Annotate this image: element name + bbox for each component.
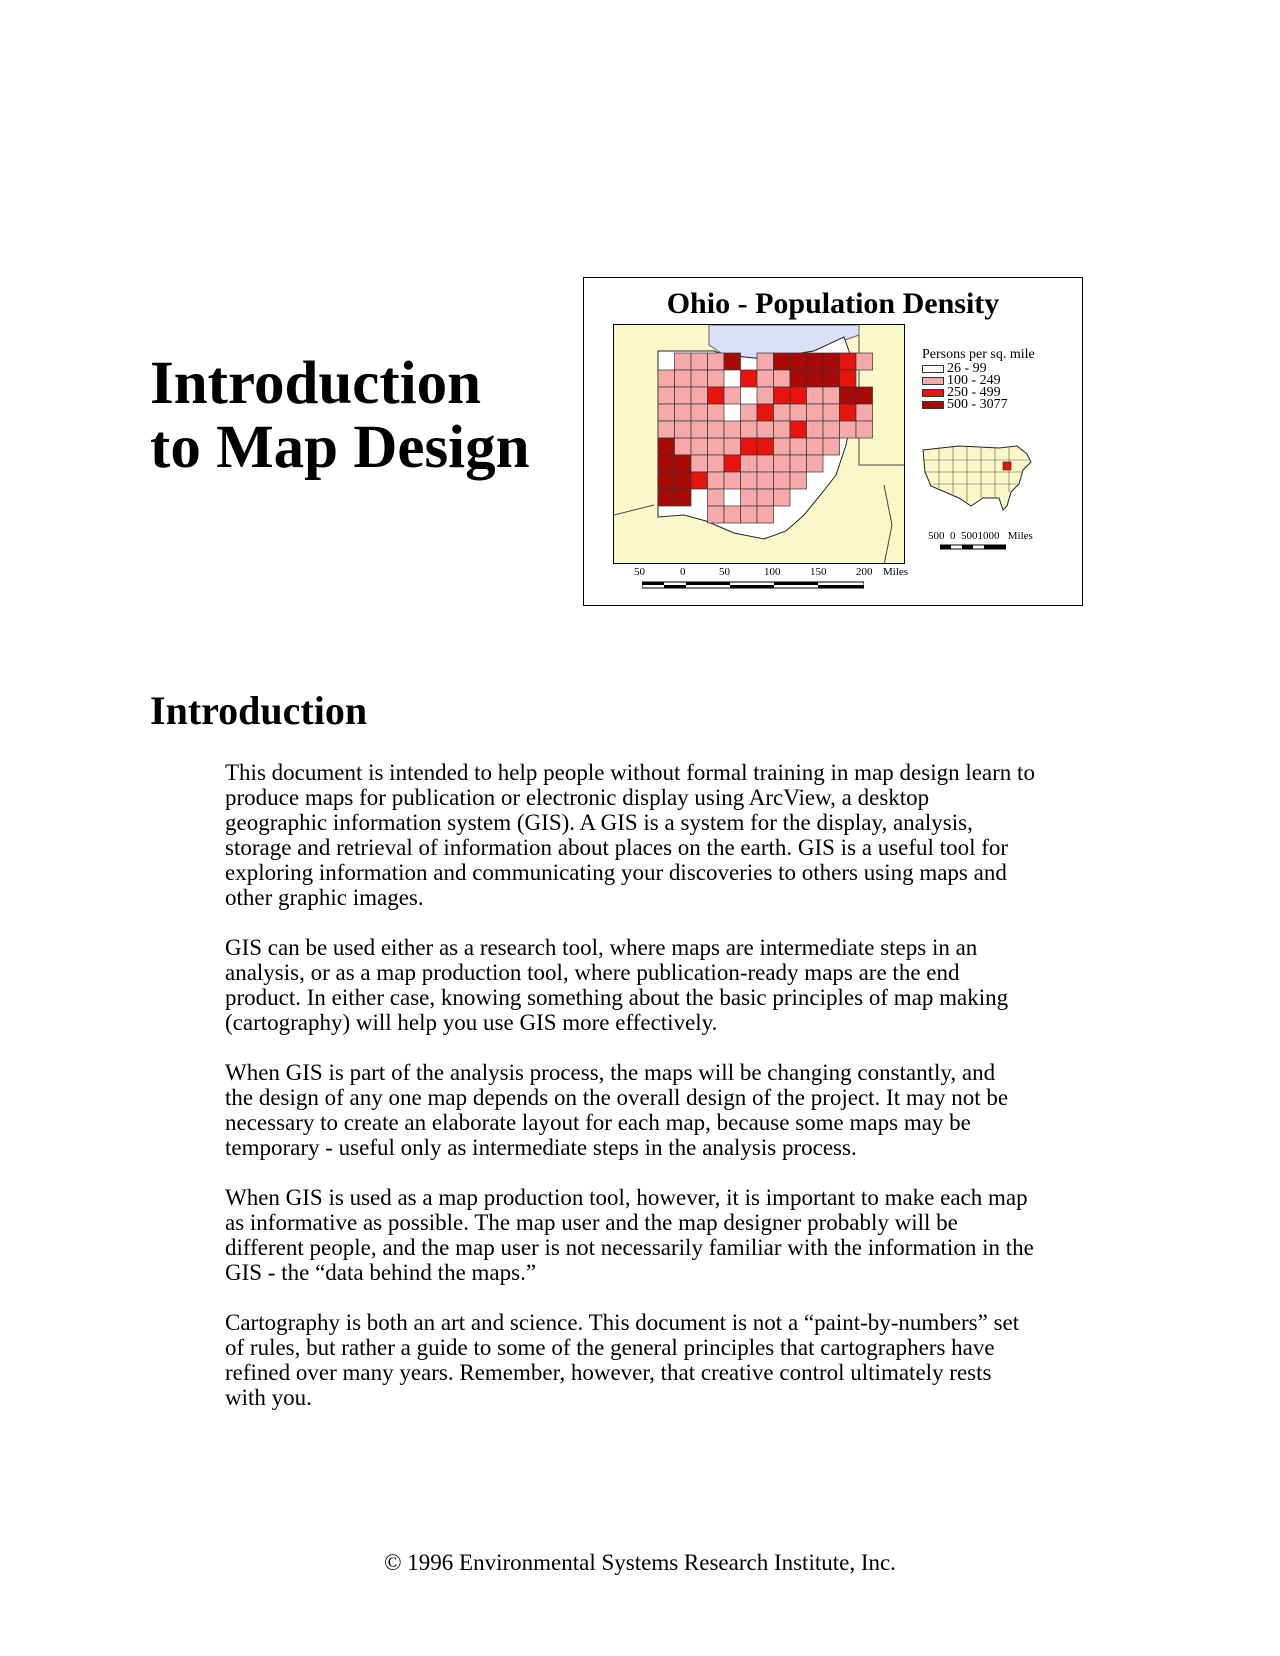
scale-label: 50 — [719, 566, 730, 578]
county — [708, 472, 725, 489]
county — [774, 353, 791, 370]
scale-label: 200 — [856, 566, 873, 578]
scale-label: Miles — [883, 566, 909, 578]
county — [856, 353, 873, 370]
scale-label: 50 — [634, 566, 645, 578]
county — [691, 370, 708, 387]
county — [675, 421, 692, 438]
county — [741, 455, 758, 472]
county — [757, 455, 774, 472]
county — [774, 370, 791, 387]
county — [691, 438, 708, 455]
county — [856, 421, 873, 438]
county — [823, 404, 840, 421]
legend — [922, 363, 1008, 411]
ohio-map-svg — [614, 325, 905, 564]
county — [790, 353, 807, 370]
county — [790, 370, 807, 387]
county — [807, 438, 824, 455]
legend-swatch-2 — [922, 377, 944, 385]
county — [675, 455, 692, 472]
legend-swatch-1 — [922, 365, 944, 373]
county — [658, 387, 675, 404]
county — [658, 489, 675, 506]
section-heading: Introduction — [150, 688, 368, 733]
title-line-1: Introduction — [150, 350, 482, 417]
county — [807, 387, 824, 404]
us-locator-inset — [919, 440, 1037, 514]
county — [708, 455, 725, 472]
county — [675, 353, 692, 370]
county — [724, 438, 741, 455]
paragraph-1: This document is intended to help people without formal training in map design learn to produce maps for publication or electronic display using ArcView, a desktop geographic information system (GIS). A GIS is a system for the display, analysis, storage and retrieval of information about places on the earth. GIS is a useful tool for exploring information and communicating your discoveries to others using maps and other graphic images. — [225, 760, 1035, 910]
scale-label: 0 — [680, 566, 686, 578]
county — [691, 455, 708, 472]
paragraph-5: Cartography is both an art and science. This document is not a “paint-by-numbers” set of rules, but rather a guide to some of the general principles that cartographers have refined over many years. Remember, however, that creative control ultimately rests with you. — [225, 1310, 1020, 1410]
legend-label: 26 - 99 — [947, 361, 987, 376]
figure-title: Ohio - Population Density — [666, 287, 1000, 320]
county — [807, 404, 824, 421]
title-line-2: to Map Design — [150, 414, 530, 481]
legend-swatch-3 — [922, 389, 944, 397]
legend-item — [922, 399, 1008, 411]
county — [658, 455, 675, 472]
county — [757, 370, 774, 387]
county — [757, 353, 774, 370]
county — [741, 489, 758, 506]
county — [790, 404, 807, 421]
county — [757, 438, 774, 455]
ohio-highlight — [1003, 462, 1011, 470]
county — [724, 387, 741, 404]
county — [741, 506, 758, 523]
county — [807, 421, 824, 438]
county — [807, 353, 824, 370]
county — [823, 353, 840, 370]
legend-title: Persons per sq. mile — [922, 347, 1035, 362]
county — [658, 370, 675, 387]
county — [691, 404, 708, 421]
county — [774, 455, 791, 472]
county — [790, 438, 807, 455]
county — [774, 472, 791, 489]
county — [708, 421, 725, 438]
county — [774, 489, 791, 506]
county — [741, 472, 758, 489]
legend-label: 500 - 3077 — [947, 397, 1008, 412]
county — [807, 455, 824, 472]
county — [823, 438, 840, 455]
paragraph-3: When GIS is part of the analysis process, the maps will be changing constantly, and the design of any one map depends on the overall design of the project. It may not be necessary to create an elaborate layout for each map, because some maps may be temporary - useful only as intermediate steps in the analysis process. — [225, 1060, 1009, 1160]
county — [790, 472, 807, 489]
county — [658, 472, 675, 489]
county — [708, 506, 725, 523]
county — [658, 421, 675, 438]
county — [823, 421, 840, 438]
paragraph-2: GIS can be used either as a research tool, where maps are intermediate steps in an analysis, or as a map production tool, where publication-ready maps are the end product. In either case, knowing something about the basic principles of map making (cartography) will help you use GIS more effectively. — [225, 935, 1009, 1035]
county — [708, 489, 725, 506]
page-title — [150, 352, 530, 480]
county — [724, 472, 741, 489]
county — [675, 370, 692, 387]
scale-label: 150 — [810, 566, 827, 578]
county — [658, 404, 675, 421]
county — [790, 421, 807, 438]
scale-bar — [642, 581, 864, 589]
county — [658, 438, 675, 455]
legend-label: 250 - 499 — [947, 385, 1001, 400]
county — [840, 404, 857, 421]
county — [840, 387, 857, 404]
copyright-footer: © 1996 Environmental Systems Research Institute, Inc. — [384, 1550, 896, 1575]
paragraph-4: When GIS is used as a map production tool, however, it is important to make each map as informative as possible. The map user and the map designer probably will be different people, and the map user is not necessarily familiar with the information in the GIS - the “data behind the maps.” — [225, 1185, 1034, 1285]
legend-swatch-4 — [922, 401, 944, 409]
county — [691, 353, 708, 370]
county — [708, 353, 725, 370]
county — [840, 353, 857, 370]
county — [675, 472, 692, 489]
county — [675, 438, 692, 455]
county — [708, 438, 725, 455]
county — [757, 387, 774, 404]
scale-label: 100 — [764, 566, 781, 578]
county — [691, 472, 708, 489]
ohio-map — [613, 324, 905, 564]
county — [724, 421, 741, 438]
county — [675, 404, 692, 421]
county — [757, 421, 774, 438]
county — [823, 387, 840, 404]
county — [856, 387, 873, 404]
county — [790, 455, 807, 472]
county — [691, 421, 708, 438]
county — [856, 404, 873, 421]
county — [757, 489, 774, 506]
county — [840, 370, 857, 387]
county — [757, 404, 774, 421]
county — [757, 506, 774, 523]
population-density-figure — [583, 277, 1083, 606]
legend-label: 100 - 249 — [947, 373, 1001, 388]
county — [724, 353, 741, 370]
county — [823, 370, 840, 387]
county — [708, 387, 725, 404]
county — [741, 370, 758, 387]
county — [790, 387, 807, 404]
county — [708, 370, 725, 387]
county — [774, 387, 791, 404]
county — [757, 472, 774, 489]
county — [708, 404, 725, 421]
county — [774, 404, 791, 421]
county — [691, 387, 708, 404]
county — [774, 421, 791, 438]
county — [724, 506, 741, 523]
county — [741, 404, 758, 421]
county — [807, 370, 824, 387]
county — [741, 438, 758, 455]
county — [675, 489, 692, 506]
county — [675, 387, 692, 404]
inset-scale-labels: 500 0 5001000 Miles — [928, 530, 1033, 542]
scale-labels — [634, 566, 914, 580]
county — [774, 438, 791, 455]
county — [724, 455, 741, 472]
county — [840, 421, 857, 438]
inset-scale-bar — [940, 544, 1006, 550]
county — [741, 421, 758, 438]
